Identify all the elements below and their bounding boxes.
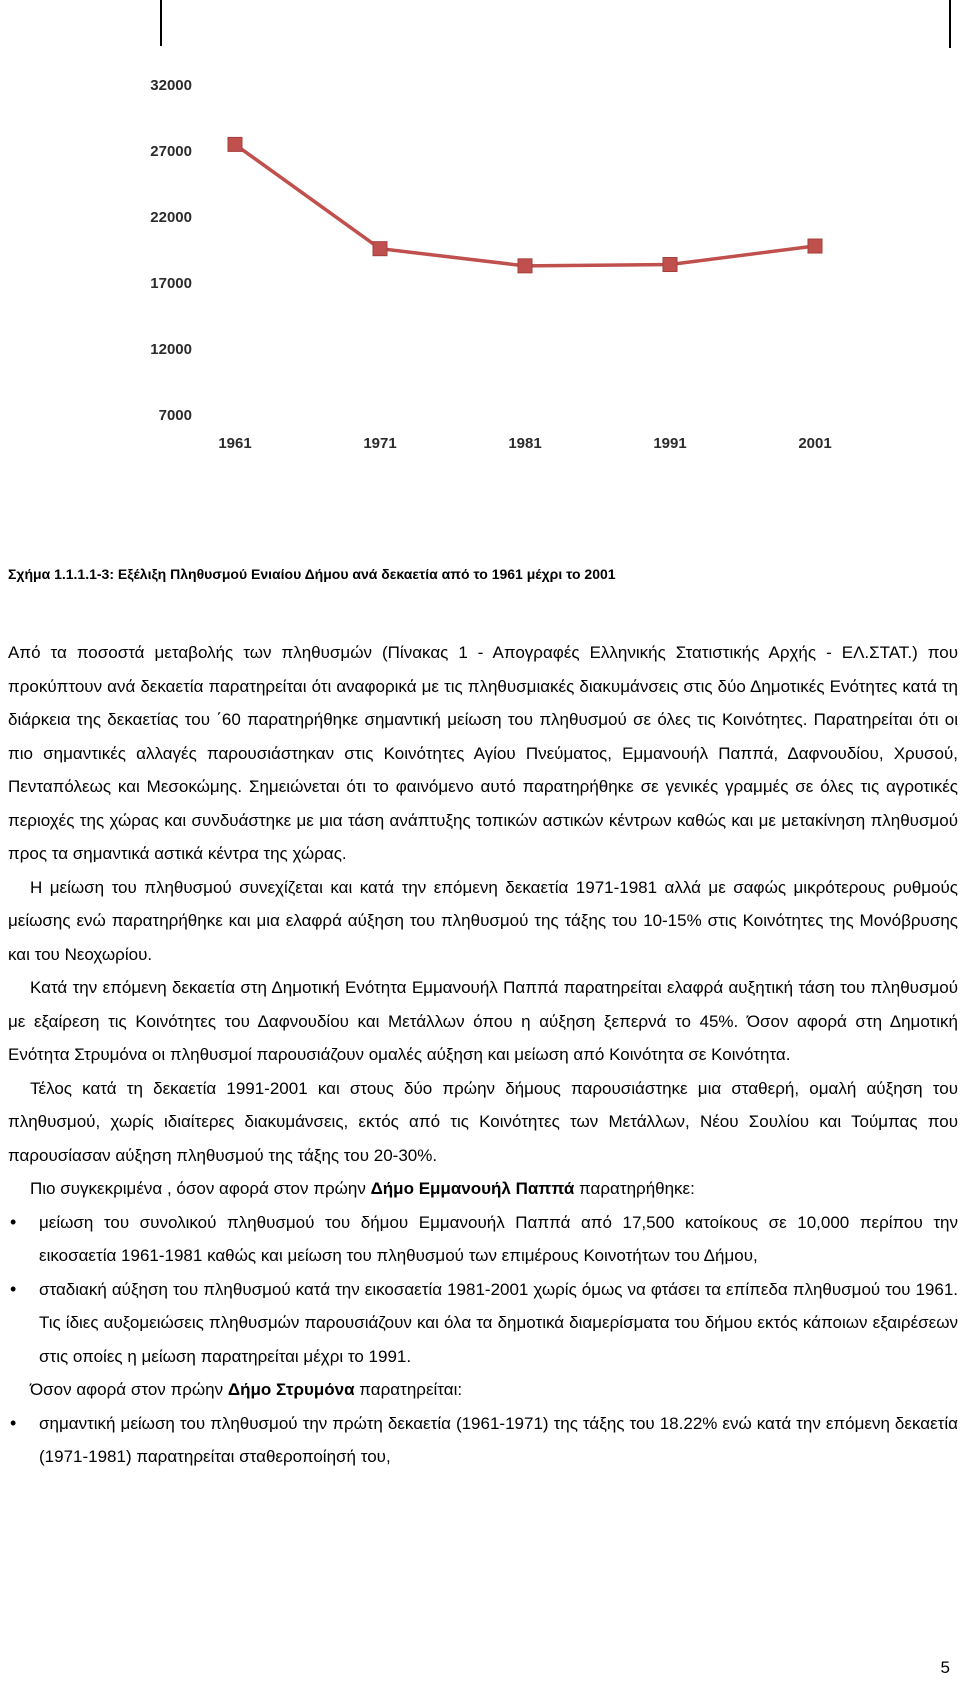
left-border-line: [160, 0, 162, 46]
bullet-item-1: [8, 1206, 958, 1273]
right-border-line: [949, 0, 951, 48]
bullet-icon: [8, 1206, 39, 1240]
x-tick-label: 1971: [363, 435, 397, 452]
bullet-text: σημαντική μείωση του πληθυσμού την πρώτη δεκαετία (1961-1971) της τάξης του 18.22% ενώ κατά την επόμενη δεκαετία (1971-1981) παρατηρείται σταθεροποίησή του,: [39, 1413, 958, 1466]
paragraph-2: Η μείωση του πληθυσμού συνεχίζεται και κατά την επόμενη δεκαετία 1971-1981 αλλά με σαφώς μικρότερους ρυθμούς μείωσης ενώ παρατηρήθηκε και μια ελαφρά αύξηση του πληθυσμού της τάξης του 10-15% στις Κοινότητες της Μονόβρυσης και του Νεοχωρίου.: [8, 877, 958, 964]
data-point-marker: [663, 258, 677, 272]
figure-caption: Σχήμα 1.1.1.1-3: Εξέλιξη Πληθυσμού Ενιαίου Δήμου ανά δεκαετία από το 1961 μέχρι το 2001: [8, 566, 616, 582]
data-point-marker: [518, 259, 532, 273]
paragraph-5-end: παρατηρήθηκε:: [574, 1179, 695, 1198]
bullet-item-3: [8, 1407, 958, 1474]
paragraph-6: [8, 1373, 958, 1407]
population-series: [228, 137, 822, 272]
population-line-chart: [150, 70, 895, 500]
bullet-text: σταδιακή αύξηση του πληθυσμού κατά την εικοσαετία 1981-2001 χωρίς όμως να φτάσει τα επίπεδα πληθυσμού του 1961. Τις ίδιες αυξομειώσεις πληθυσμών παρουσιάζουν και όλα τα δημοτικά διαμερίσματα του δήμου εκτός κάποιων εξαιρέσεων στις οποίες η μείωση παρατηρείται μέχρι το 1991.: [39, 1279, 958, 1366]
paragraph-5-text: Πιο συγκεκριμένα , όσον αφορά στον πρώην: [30, 1179, 371, 1198]
data-point-marker: [373, 242, 387, 256]
paragraph-6-text: Όσον αφορά στον πρώην: [30, 1380, 228, 1399]
y-tick-label: 17000: [150, 275, 192, 292]
paragraph-5-bold: Δήμο Εμμανουήλ Παππά: [370, 1179, 575, 1198]
body-text: [8, 636, 958, 1474]
x-tick-label: 1961: [218, 435, 252, 452]
paragraph-3: Κατά την επόμενη δεκαετία στη Δημοτική Ενότητα Εμμανουήλ Παππά παρατηρείται ελαφρά αυξητική τάση του πληθυσμού με εξαίρεση τις Κοινότητες του Δαφνουδίου και Μετάλλων όπου η αύξηση ξεπερνά το 45%. Όσον αφορά στη Δημοτική Ενότητα Στρυμόνα οι πληθυσμοί παρουσιάζουν ομαλές αύξηση και μείωση από Κοινότητα σε Κοινότητα.: [8, 978, 958, 1064]
data-point-marker: [228, 137, 242, 151]
paragraph-6-bold: Δήμο Στρυμόνα: [227, 1380, 355, 1399]
x-tick-label: 1991: [653, 435, 687, 452]
bullet-icon: [8, 1407, 39, 1441]
paragraph-5: [8, 1172, 958, 1206]
data-point-marker: [808, 239, 822, 253]
paragraph-6-end: παρατηρείται:: [354, 1380, 463, 1399]
paragraph-1: Από τα ποσοστά μεταβολής των πληθυσμών (Πίνακας 1 - Απογραφές Ελληνικής Στατιστικής Αρχής - ΕΛ.ΣΤΑΤ.) που προκύπτουν ανά δεκαετία παρατηρείται ότι αναφορικά με τις πληθυσμιακές διακυμάνσεις στις δύο Δημοτικές Ενότητες κατά τη διάρκεια της δεκαετίας του ΄60 παρατηρήθηκε σημαντική μείωση του πληθυσμού σε όλες τις Κοινότητες. Παρατηρείται ότι οι πιο σημαντικές αλλαγές παρουσιάστηκαν στις Κοινότητες Αγίου Πνεύματος, Εμμανουήλ Παππά, Δαφνουδίου, Χρυσού, Πενταπόλεως και Μεσοκώμης. Σημειώνεται ότι το φαινόμενο αυτό παρατηρήθηκε σε γενικές γραμμές σε όλες τις αγροτικές περιοχές της χώρας και συνδυάστηκε με μια τάση ανάπτυξης τοπικών αστικών κέντρων καθώς και με μετακίνηση πληθυσμού προς τα σημαντικά αστικά κέντρα της χώρας.: [8, 643, 958, 863]
y-tick-label: 22000: [150, 209, 192, 226]
y-tick-label: 27000: [150, 143, 192, 160]
x-axis-ticks: [218, 435, 831, 452]
y-tick-label: 7000: [158, 407, 192, 424]
y-axis-ticks: [150, 77, 192, 424]
x-tick-label: 2001: [798, 435, 832, 452]
paragraph-4: Τέλος κατά τη δεκαετία 1991-2001 και στους δύο πρώην δήμους παρουσιάστηκε μια σταθερή, ομαλή αύξηση του πληθυσμού, χωρίς ιδιαίτερες διακυμάνσεις, εκτός από τις Κοινότητες των Μετάλλων, Νέου Σουλίου και Τούμπας που παρουσίασαν αύξηση πληθυσμού της τάξης του 20-30%.: [8, 1078, 958, 1165]
y-tick-label: 12000: [150, 341, 192, 358]
series-line: [235, 144, 815, 265]
x-tick-label: 1981: [508, 435, 542, 452]
y-tick-label: 32000: [150, 77, 192, 94]
bullet-text: μείωση του συνολικού πληθυσμού του δήμου Εμμανουήλ Παππά από 17,500 κατοίκους σε 10,000 περίπου την εικοσαετία 1961-1981 καθώς και μείωση του πληθυσμού των επιμέρους Κοινοτήτων του Δήμου,: [39, 1212, 958, 1265]
page-number: 5: [940, 1658, 950, 1677]
bullet-icon: [8, 1273, 39, 1307]
bullet-item-2: [8, 1273, 958, 1374]
